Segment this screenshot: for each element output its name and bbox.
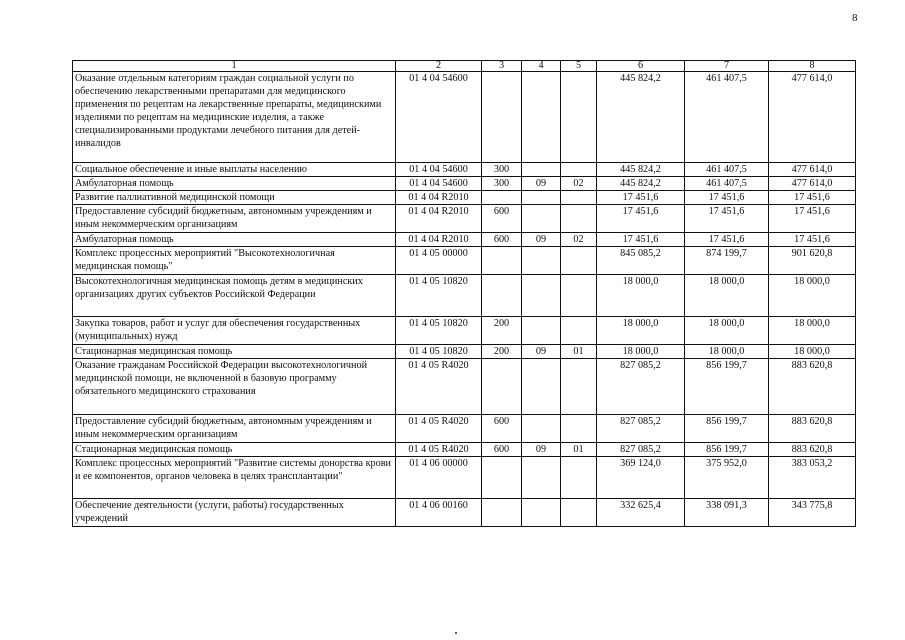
row-col3: 200	[482, 345, 522, 359]
row-code: 01 4 06 00000	[396, 457, 482, 499]
row-col5	[561, 457, 597, 499]
row-col4	[522, 247, 561, 275]
row-col4	[522, 457, 561, 499]
row-value-7: 856 199,7	[685, 359, 769, 415]
table-row	[73, 163, 856, 177]
row-col4	[522, 499, 561, 527]
row-value-6: 827 085,2	[597, 359, 685, 415]
row-col5	[561, 72, 597, 163]
table-row	[73, 275, 856, 317]
column-header: 1	[73, 61, 396, 72]
row-value-8: 477 614,0	[769, 177, 856, 191]
row-code: 01 4 05 R4020	[396, 443, 482, 457]
row-value-8: 343 775,8	[769, 499, 856, 527]
row-code: 01 4 05 10820	[396, 275, 482, 317]
row-col3: 600	[482, 443, 522, 457]
row-col5: 01	[561, 443, 597, 457]
row-name: Обеспечение деятельности (услуги, работы) государственных учреждений	[73, 499, 396, 527]
row-value-7: 375 952,0	[685, 457, 769, 499]
table-row	[73, 457, 856, 499]
row-value-8: 18 000,0	[769, 345, 856, 359]
column-header: 7	[685, 61, 769, 72]
row-value-7: 338 091,3	[685, 499, 769, 527]
row-value-7: 461 407,5	[685, 177, 769, 191]
table-row	[73, 415, 856, 443]
row-name: Развитие паллиативной медицинской помощи	[73, 191, 396, 205]
row-value-8: 17 451,6	[769, 205, 856, 233]
row-col5	[561, 359, 597, 415]
row-col3	[482, 72, 522, 163]
row-value-7: 18 000,0	[685, 275, 769, 317]
row-value-8: 477 614,0	[769, 72, 856, 163]
row-col3: 600	[482, 205, 522, 233]
row-col3: 300	[482, 163, 522, 177]
row-name: Высокотехнологичная медицинская помощь детям в медицинских организациях других субъектов Российской Федерации	[73, 275, 396, 317]
row-col3	[482, 499, 522, 527]
row-name: Комплекс процессных мероприятий "Высокотехнологичная медицинская помощь"	[73, 247, 396, 275]
row-code: 01 4 05 10820	[396, 317, 482, 345]
row-value-8: 17 451,6	[769, 191, 856, 205]
row-value-6: 18 000,0	[597, 317, 685, 345]
row-value-7: 17 451,6	[685, 205, 769, 233]
scan-dot	[455, 632, 457, 634]
row-col5: 02	[561, 177, 597, 191]
row-name: Амбулаторная помощь	[73, 233, 396, 247]
row-value-6: 17 451,6	[597, 233, 685, 247]
budget-table	[72, 60, 856, 527]
row-value-7: 18 000,0	[685, 345, 769, 359]
row-name: Предоставление субсидий бюджетным, автономным учреждениям и иным некоммерческим организациям	[73, 205, 396, 233]
table-row	[73, 443, 856, 457]
row-code: 01 4 05 10820	[396, 345, 482, 359]
table-row	[73, 177, 856, 191]
row-col5	[561, 317, 597, 345]
column-header: 3	[482, 61, 522, 72]
column-header: 8	[769, 61, 856, 72]
row-value-8: 901 620,8	[769, 247, 856, 275]
row-value-6: 445 824,2	[597, 177, 685, 191]
row-value-7: 18 000,0	[685, 317, 769, 345]
table-row	[73, 359, 856, 415]
table-row	[73, 191, 856, 205]
row-col3	[482, 247, 522, 275]
row-name: Стационарная медицинская помощь	[73, 345, 396, 359]
row-value-8: 883 620,8	[769, 443, 856, 457]
row-name: Предоставление субсидий бюджетным, автономным учреждениям и иным некоммерческим организациям	[73, 415, 396, 443]
row-col5	[561, 191, 597, 205]
column-header: 4	[522, 61, 561, 72]
row-code: 01 4 04 R2010	[396, 233, 482, 247]
header-row	[73, 61, 856, 72]
row-value-6: 18 000,0	[597, 275, 685, 317]
row-col5: 02	[561, 233, 597, 247]
table-row	[73, 247, 856, 275]
row-col4	[522, 205, 561, 233]
table-row	[73, 205, 856, 233]
row-col4	[522, 317, 561, 345]
row-value-6: 369 124,0	[597, 457, 685, 499]
row-code: 01 4 06 00160	[396, 499, 482, 527]
row-code: 01 4 04 R2010	[396, 205, 482, 233]
row-value-7: 17 451,6	[685, 191, 769, 205]
table-row	[73, 72, 856, 163]
row-col4: 09	[522, 345, 561, 359]
row-value-6: 17 451,6	[597, 205, 685, 233]
row-name: Стационарная медицинская помощь	[73, 443, 396, 457]
row-value-6: 18 000,0	[597, 345, 685, 359]
row-value-6: 827 085,2	[597, 415, 685, 443]
row-name: Социальное обеспечение и иные выплаты населению	[73, 163, 396, 177]
row-col4: 09	[522, 233, 561, 247]
row-code: 01 4 04 R2010	[396, 191, 482, 205]
row-name: Комплекс процессных мероприятий "Развитие системы донорства крови и ее компонентов, органов человека в целях трансплантации"	[73, 457, 396, 499]
row-col3: 600	[482, 415, 522, 443]
row-name: Оказание отдельным категориям граждан социальной услуги по обеспечению лекарственными препаратами для медицинского применения по рецептам на лекарственные препараты, медицинскими изделиями по рецептам на медицинские изделия, а также специализированными продуктами лечебного питания для детей-инвалидов	[73, 72, 396, 163]
row-col3	[482, 457, 522, 499]
row-value-8: 17 451,6	[769, 233, 856, 247]
row-col4	[522, 359, 561, 415]
row-col4	[522, 415, 561, 443]
column-header: 2	[396, 61, 482, 72]
table-row	[73, 317, 856, 345]
row-col5	[561, 247, 597, 275]
row-value-6: 17 451,6	[597, 191, 685, 205]
row-col5	[561, 163, 597, 177]
row-code: 01 4 05 00000	[396, 247, 482, 275]
row-code: 01 4 04 54600	[396, 72, 482, 163]
row-value-8: 18 000,0	[769, 275, 856, 317]
row-value-6: 445 824,2	[597, 72, 685, 163]
row-col3	[482, 191, 522, 205]
row-value-8: 383 053,2	[769, 457, 856, 499]
row-value-8: 477 614,0	[769, 163, 856, 177]
row-col3: 300	[482, 177, 522, 191]
row-name: Амбулаторная помощь	[73, 177, 396, 191]
page-number: 8	[852, 12, 858, 24]
row-value-6: 827 085,2	[597, 443, 685, 457]
row-value-8: 883 620,8	[769, 359, 856, 415]
table-row	[73, 345, 856, 359]
row-value-7: 856 199,7	[685, 415, 769, 443]
row-col4: 09	[522, 443, 561, 457]
row-col3: 600	[482, 233, 522, 247]
row-name: Закупка товаров, работ и услуг для обеспечения государственных (муниципальных) нужд	[73, 317, 396, 345]
row-col4	[522, 275, 561, 317]
table-row	[73, 499, 856, 527]
row-col5	[561, 499, 597, 527]
row-value-6: 445 824,2	[597, 163, 685, 177]
row-value-7: 874 199,7	[685, 247, 769, 275]
row-col4	[522, 163, 561, 177]
row-value-6: 332 625,4	[597, 499, 685, 527]
row-col3	[482, 359, 522, 415]
column-header: 5	[561, 61, 597, 72]
row-code: 01 4 04 54600	[396, 177, 482, 191]
row-col4	[522, 72, 561, 163]
row-value-7: 461 407,5	[685, 163, 769, 177]
row-code: 01 4 04 54600	[396, 163, 482, 177]
column-header: 6	[597, 61, 685, 72]
row-value-6: 845 085,2	[597, 247, 685, 275]
row-col3	[482, 275, 522, 317]
row-col4: 09	[522, 177, 561, 191]
row-name: Оказание гражданам Российской Федерации высокотехнологичной медицинской помощи, не включенной в базовую программу обязательного медицинского страхования	[73, 359, 396, 415]
row-value-8: 18 000,0	[769, 317, 856, 345]
row-col4	[522, 191, 561, 205]
row-value-7: 17 451,6	[685, 233, 769, 247]
row-code: 01 4 05 R4020	[396, 359, 482, 415]
row-col5: 01	[561, 345, 597, 359]
row-value-7: 856 199,7	[685, 443, 769, 457]
row-value-7: 461 407,5	[685, 72, 769, 163]
row-col5	[561, 205, 597, 233]
row-col5	[561, 415, 597, 443]
table-row	[73, 233, 856, 247]
row-col5	[561, 275, 597, 317]
row-value-8: 883 620,8	[769, 415, 856, 443]
row-col3: 200	[482, 317, 522, 345]
row-code: 01 4 05 R4020	[396, 415, 482, 443]
